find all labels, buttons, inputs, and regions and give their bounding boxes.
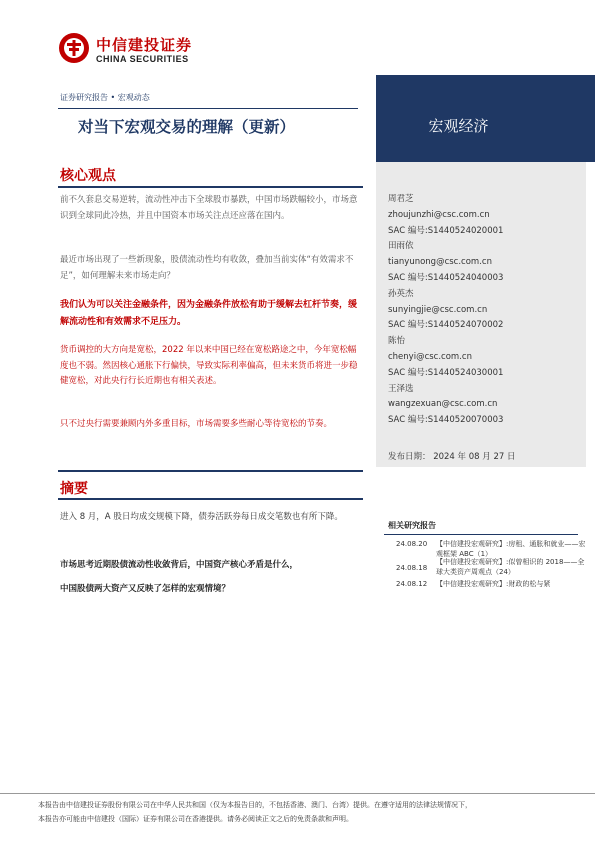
related-report-date: 24.08.18 [396,564,428,572]
analyst-sac: SAC 编号:S1440524070002 [388,320,504,331]
disclaimer-line-2: 本报告亦可能由中信建投（国际）证券有限公司在香港提供。请务必阅读正文之后的免责条款和声明。 [38,815,353,823]
publish-date: 发布日期： 2024 年 08 月 27 日 [388,452,516,462]
category-label: 宏观经济 [428,117,489,135]
logo-mark-icon [58,32,90,64]
summary-heading: 摘要 [60,481,88,497]
page-title: 对当下宏观交易的理解（更新） [78,118,296,136]
analyst-name: 田雨依 [388,241,414,252]
analyst-name: 王泽选 [388,383,414,394]
company-logo [58,30,218,70]
summary-paragraph: 进入 8 月，A 股日均成交规模下降，债券活跃券每日成交笔数也有所下降。 [60,512,343,522]
analyst-name: 孙英杰 [388,288,414,299]
related-report-item[interactable] [396,580,591,592]
logo-name-cn: 中信建投证券 [96,36,193,54]
logo-name-en: CHINA SECURITIES [96,54,189,64]
core-paragraph-5: 只不过央行需要兼顾内外多重目标，市场需要多些耐心等待宽松的节奏。 [60,419,333,429]
footer-divider [0,793,595,794]
disclaimer-line-1: 本报告由中信建投证券股份有限公司在中华人民共和国（仅为本报告目的，不包括香港、澳门、台湾）提供。在遵守适用的法律法规情况下， [38,801,472,809]
related-report-item[interactable] [396,558,591,580]
summary-bold-line-2: 中国股债两大资产又反映了怎样的宏观情境？ [60,584,231,594]
analyst-email[interactable]: tianyunong@csc.com.cn [388,257,492,268]
core-views-heading: 核心观点 [60,168,116,184]
summary-rule [58,498,363,500]
header-divider [58,108,358,109]
analyst-name: 周君芝 [388,194,414,204]
summary-bold-line-1: 市场思考近期股债流动性收敛背后，中国资产核心矛盾是什么， [60,560,299,570]
summary-top-rule [58,470,363,472]
disclaimer-footer [38,798,583,826]
analyst-email[interactable]: sunyingjie@csc.com.cn [388,304,488,315]
core-paragraph-1: 前不久套息交易逆转，流动性冲击下全球股市暴跌，中国市场跌幅较小，市场意识到全球同此冷热，并且中国资本市场关注点还应落在国内。 [60,195,358,221]
related-report-date: 24.08.20 [396,540,428,548]
breadcrumb: 证券研究报告 • 宏观动态 [60,93,150,102]
related-report-title[interactable]: 【中信建投宏观研究】:似曾相识的 2018——全球大类资产周观点（24） [436,558,585,576]
analyst-sac: SAC 编号:S1440524040003 [388,272,504,283]
core-paragraph-2: 最近市场出现了一些新现象，股债流动性均有收敛，叠加当前实体“有效需求不足”，如何理解未来市场走向？ [60,255,354,281]
related-report-title[interactable]: 【中信建投宏观研究】:财政的松与紧 [436,580,551,588]
core-paragraph-4: 货币调控的大方向是宽松，2022 年以来中国已经在宽松路途之中，今年宽松幅度也不弱。然因核心通胀下行偏快，导致实际利率偏高，但未来货币将进一步稳健宽松，对此央行行长近期也有相关表述。 [60,345,358,387]
analyst-list [388,192,503,429]
analyst-email[interactable]: wangzexuan@csc.com.cn [388,399,498,410]
related-report-date: 24.08.12 [396,580,428,588]
analyst-email[interactable]: chenyi@csc.com.cn [388,351,472,362]
related-reports-rule [384,534,578,535]
related-report-title[interactable]: 【中信建投宏观研究】:房租、通胀和就业——宏观框架 ABC（1） [436,540,586,558]
analyst-sac: SAC 编号:S1440524020001 [388,225,504,236]
core-paragraph-3: 我们认为可以关注金融条件，因为金融条件放松有助于缓解去杠杆节奏，缓解流动性和有效需求不足压力。 [60,300,358,327]
analyst-sac: SAC 编号:S1440520070003 [388,415,504,426]
analyst-sac: SAC 编号:S1440524030001 [388,367,504,378]
related-reports-heading: 相关研究报告 [388,521,436,530]
analyst-email[interactable]: zhoujunzhi@csc.com.cn [388,209,490,220]
analyst-name: 陈怡 [388,336,406,347]
core-views-rule [58,186,363,188]
